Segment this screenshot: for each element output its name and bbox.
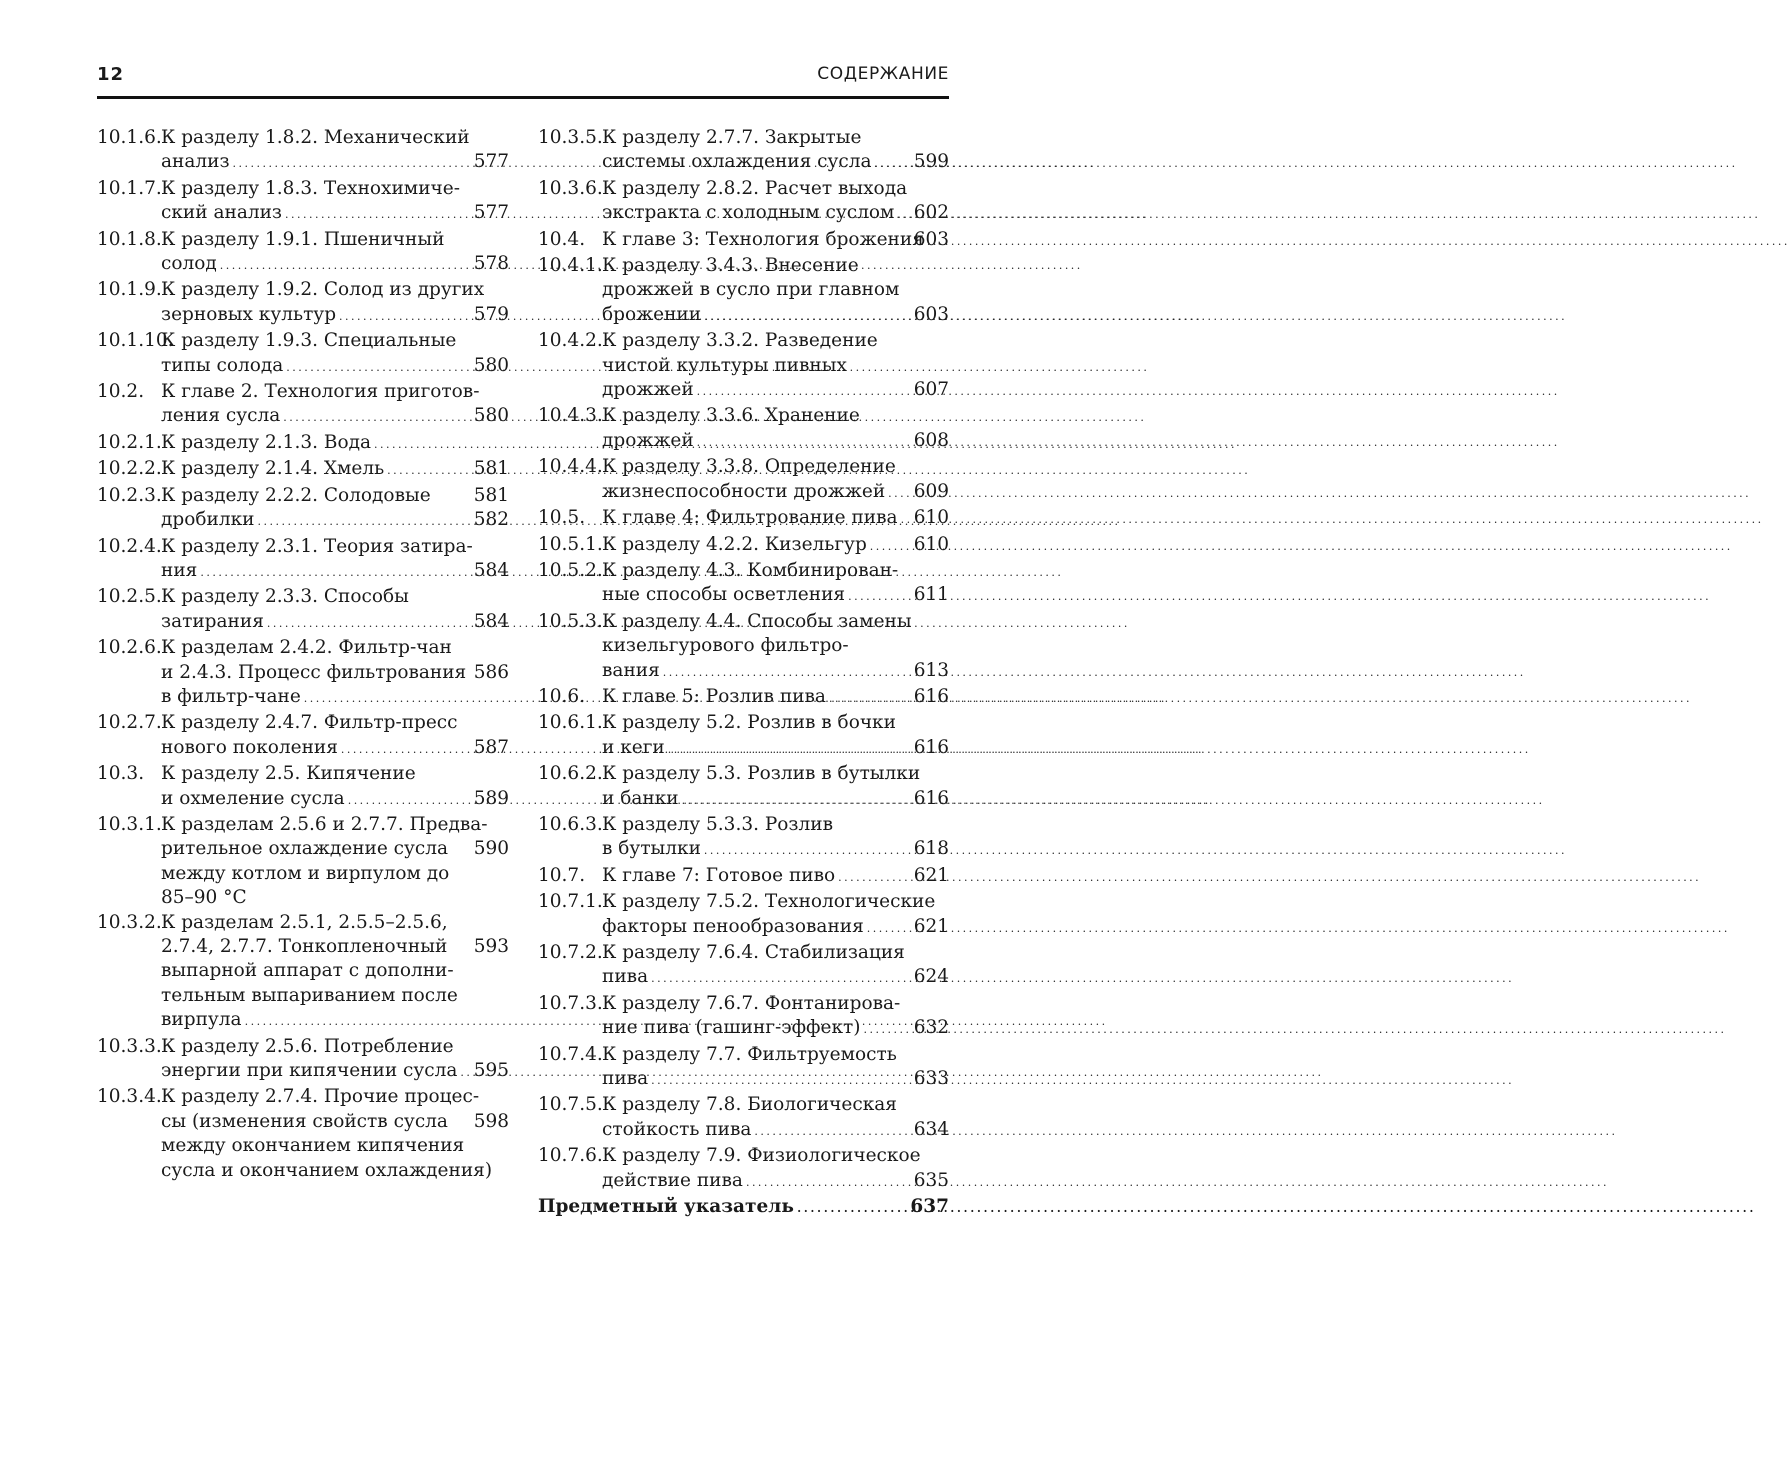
toc-entry-number: 10.7. bbox=[538, 864, 586, 886]
toc-entry-title-line: К разделам 2.4.2. Фильтр-чан bbox=[161, 637, 452, 659]
subject-index-page: 637 bbox=[910, 1196, 949, 1218]
toc-entry-title-line: К разделу 2.7.7. Закрытые bbox=[602, 127, 862, 148]
toc-entry-title-line: К разделу 4.3. Комбинирован- bbox=[602, 559, 899, 581]
toc-entry-number: 10.4.1. bbox=[538, 255, 603, 277]
toc-entry bbox=[538, 126, 949, 177]
toc-entry-title-line: К разделу 3.3.2. Разведение bbox=[602, 330, 878, 352]
toc-entry-number: 10.3.6. bbox=[538, 177, 603, 199]
toc-entry-title-line: К главе 3: Технология брожения . . . bbox=[602, 228, 893, 254]
toc-entry bbox=[538, 506, 949, 532]
toc-entry bbox=[97, 535, 509, 586]
toc-entry-title-line: выпарной аппарат с дополни- bbox=[161, 960, 454, 982]
toc-entry bbox=[538, 941, 949, 992]
toc-entry-page: 584 bbox=[473, 559, 509, 581]
toc-entry-title-line: стойкость пива . . . bbox=[602, 1118, 893, 1144]
toc-entry-title-line: ные способы осветления . . . bbox=[602, 583, 893, 609]
toc-entry-title-line: К разделу 5.2. Розлив в бочки bbox=[602, 712, 896, 734]
toc-entry-page: 587 bbox=[473, 736, 509, 758]
toc-entry-number: 10.6.1. bbox=[538, 712, 603, 734]
toc-entry-page: 603 bbox=[913, 303, 949, 325]
toc-entry-title-line: дрожжей в сусло при главном bbox=[602, 279, 900, 301]
toc-entry-number: 10.1.6. bbox=[97, 127, 162, 148]
toc-entry-title-line: К разделу 4.2.2. Кизельгур . . . bbox=[602, 533, 893, 559]
toc-entry-title-line: К главе 7: Готовое пиво . . . bbox=[602, 864, 893, 890]
toc-entry-page: 584 bbox=[473, 610, 509, 632]
toc-entry bbox=[97, 278, 509, 329]
toc-entry-number: 10.5. bbox=[538, 507, 586, 529]
page-number: 12 bbox=[97, 64, 125, 85]
toc-entry-page: 616 bbox=[913, 736, 949, 758]
toc-entry bbox=[97, 1035, 509, 1086]
toc-entry-title-line: К разделу 2.2.2. Солодовые bbox=[161, 484, 431, 506]
toc-entry bbox=[538, 762, 949, 813]
toc-entry-title-line: К разделу 2.1.4. Хмель . . . bbox=[161, 457, 453, 483]
toc-entry-title-line: К главе 2. Технология приготов- bbox=[161, 381, 480, 403]
toc-entry-title-line: сусла и окончанием охлаждения) bbox=[161, 1159, 493, 1181]
toc-entry bbox=[97, 329, 509, 380]
toc-entry-number: 10.3.5. bbox=[538, 127, 603, 148]
toc-entry-page: 609 bbox=[913, 480, 949, 502]
toc-entry-number: 10.1.7. bbox=[97, 177, 162, 199]
toc-entry-page: 589 bbox=[473, 787, 509, 809]
toc-entry-title-line: К разделу 1.9.3. Специальные bbox=[161, 330, 457, 352]
toc-entry-page: 578 bbox=[473, 253, 509, 275]
toc-entry-title-line: и охмеление сусла . . . bbox=[161, 787, 453, 813]
toc-entry-page: 621 bbox=[913, 864, 949, 886]
toc-entry bbox=[538, 533, 949, 559]
toc-entry-page: 634 bbox=[913, 1118, 949, 1140]
toc-entry-title-line: зерновых культур . . . bbox=[161, 303, 453, 329]
toc-entry-number: 10.6.2. bbox=[538, 763, 603, 785]
toc-entry-number: 10.3.4. bbox=[97, 1086, 162, 1108]
toc-entry-title-line: К разделу 7.6.7. Фонтанирова- bbox=[602, 992, 901, 1014]
toc-entry bbox=[538, 711, 949, 762]
toc-entry bbox=[538, 685, 949, 711]
toc-entry bbox=[538, 254, 949, 329]
toc-entry-title-line: К разделам 2.5.1, 2.5.5–2.5.6, bbox=[161, 911, 448, 933]
toc-entry-page: 616 bbox=[913, 787, 949, 809]
toc-entry-title-line: тельным выпариванием после bbox=[161, 984, 458, 1006]
toc-entry-page: 579 bbox=[473, 303, 509, 325]
toc-entry-title-line: ние пива (гашинг-эффект) . . . bbox=[602, 1016, 893, 1042]
toc-entry-number: 10.7.1. bbox=[538, 891, 603, 913]
toc-entry-page: 580 bbox=[473, 354, 509, 376]
toc-entry-page: 599 bbox=[913, 151, 949, 173]
toc-entry-title-line: и кеги . . . bbox=[602, 736, 893, 762]
toc-entry-number: 10.2.6. bbox=[97, 637, 162, 659]
toc-entry-title-line: К разделу 3.3.6. Хранение bbox=[602, 405, 860, 427]
toc-entry bbox=[97, 585, 509, 636]
toc-entry-number: 10.6.3. bbox=[538, 813, 603, 835]
toc-entry bbox=[97, 484, 509, 535]
toc-entry-title-line: К разделу 1.9.1. Пшеничный bbox=[161, 228, 445, 250]
toc-entry-page: 624 bbox=[913, 966, 949, 988]
toc-entry-title-line: затирания . . . bbox=[161, 610, 453, 636]
toc-entry-page: 610 bbox=[913, 507, 949, 529]
toc-entry-title-line: рительное охлаждение сусла bbox=[161, 838, 449, 860]
toc-entry-page: 586 bbox=[473, 661, 509, 683]
toc-entry-page: 603 bbox=[913, 228, 949, 250]
toc-entry bbox=[538, 992, 949, 1043]
toc-entry-page: 602 bbox=[913, 202, 949, 224]
toc-entry-title-line: К разделу 2.5. Кипячение bbox=[161, 763, 416, 785]
toc-entry-number: 10.3. bbox=[97, 763, 145, 785]
toc-entry bbox=[97, 457, 509, 483]
toc-entry-number: 10.5.2. bbox=[538, 559, 603, 581]
toc-entry bbox=[97, 813, 509, 911]
toc-entry-title-line: К главе 4: Фильтрование пива . . . bbox=[602, 506, 893, 532]
toc-right-column bbox=[538, 126, 949, 1221]
toc-entry bbox=[538, 610, 949, 685]
toc-entry-number: 10.3.3. bbox=[97, 1035, 162, 1057]
toc-entry-title-line: действие пива . . . bbox=[602, 1169, 893, 1195]
toc-entry-page: 581 bbox=[473, 458, 509, 480]
toc-entry-title-line: экстракта с холодным суслом . . . bbox=[602, 201, 893, 227]
toc-entry-title-line: К разделу 2.4.7. Фильтр-пресс bbox=[161, 712, 458, 734]
running-title: СОДЕРЖАНИЕ bbox=[817, 64, 949, 84]
toc-entry-number: 10.5.1. bbox=[538, 533, 603, 555]
toc-entry-title-line: и 2.4.3. Процесс фильтрования bbox=[161, 661, 467, 683]
toc-entry-title-line: дрожжей . . . bbox=[602, 378, 893, 404]
toc-entry-title-line: К разделу 2.5.6. Потребление bbox=[161, 1035, 454, 1057]
toc-entry-title-line: К разделу 1.8.2. Механический bbox=[161, 127, 470, 148]
toc-entry-page: 595 bbox=[473, 1060, 509, 1082]
toc-entry bbox=[97, 911, 509, 1035]
toc-entry-title-line: между окончанием кипячения bbox=[161, 1135, 465, 1157]
toc-entry-title-line: вирпула . . . bbox=[161, 1008, 453, 1034]
toc-entry bbox=[538, 890, 949, 941]
toc-entry-number: 10.2.2. bbox=[97, 458, 162, 480]
toc-entry-title-line: вания . . . bbox=[602, 659, 893, 685]
toc-entry-number: 10.4.4. bbox=[538, 456, 603, 478]
toc-entry-number: 10.4. bbox=[538, 228, 586, 250]
toc-entry-title-line: К разделу 1.8.3. Технохимиче- bbox=[161, 177, 460, 199]
toc-entry bbox=[538, 228, 949, 254]
toc-entry-page: 598 bbox=[473, 1110, 509, 1132]
toc-entry bbox=[97, 431, 509, 457]
toc-entry-number: 10.7.2. bbox=[538, 942, 603, 963]
toc-entry-number: 10.4.2. bbox=[538, 330, 603, 352]
toc-entry-page: 613 bbox=[913, 659, 949, 681]
toc-entry-title-line: К разделу 2.3.1. Теория затира- bbox=[161, 535, 473, 557]
toc-entry bbox=[97, 711, 509, 762]
toc-entry-title-line: К разделу 7.5.2. Технологические bbox=[602, 891, 936, 913]
toc-entry bbox=[538, 559, 949, 610]
toc-entry bbox=[538, 864, 949, 890]
toc-entry-title-line: К разделу 7.7. Фильтруемость bbox=[602, 1043, 897, 1065]
toc-entry-title-line: К разделам 2.5.6 и 2.7.7. Предва- bbox=[161, 813, 488, 835]
subject-index-entry bbox=[538, 1195, 949, 1221]
toc-entry-page: 616 bbox=[913, 685, 949, 707]
toc-entry-title-line: и банки . . . bbox=[602, 787, 893, 813]
toc-entry-page: 581 bbox=[473, 484, 509, 506]
toc-entry-number: 10.3.1. bbox=[97, 813, 162, 835]
toc-entry-number: 10.2.1. bbox=[97, 431, 162, 453]
toc-entry bbox=[97, 380, 509, 431]
toc-entry-title-line: К разделу 3.4.3. Внесение bbox=[602, 255, 859, 277]
toc-entry-page: 582 bbox=[473, 509, 509, 531]
toc-entry bbox=[97, 177, 509, 228]
toc-entry-number: 10.3.2. bbox=[97, 911, 162, 933]
toc-entry-number: 10.1.8. bbox=[97, 228, 162, 250]
toc-entry-number: 10.2.3. bbox=[97, 484, 162, 506]
toc-entry-number: 10.2.5. bbox=[97, 586, 162, 608]
toc-entry-title-line: в фильтр-чане . . . bbox=[161, 685, 453, 711]
toc-entry-number: 10.2.4. bbox=[97, 535, 162, 557]
toc-entry-page: 633 bbox=[913, 1068, 949, 1090]
toc-entry-title-line: К разделу 2.8.2. Расчет выхода bbox=[602, 177, 908, 199]
toc-entry-number: 10.1.10. bbox=[97, 330, 174, 352]
toc-entry-page: 577 bbox=[473, 202, 509, 224]
toc-entry-title-line: кизельгурового фильтро- bbox=[602, 635, 849, 657]
toc-entry-title-line: К разделу 4.4. Способы замены bbox=[602, 610, 912, 632]
toc-entry bbox=[538, 329, 949, 404]
toc-entry-title-line: К разделу 7.8. Биологическая bbox=[602, 1094, 897, 1116]
toc-entry-title-line: нового поколения . . . bbox=[161, 736, 453, 762]
toc-entry-title-line: К разделу 1.9.2. Солод из других bbox=[161, 279, 485, 301]
toc-entry-title-line: пива . . . bbox=[602, 965, 893, 991]
toc-left-column bbox=[97, 126, 509, 1183]
toc-entry-title-line: К разделу 2.3.3. Способы bbox=[161, 586, 409, 608]
toc-entry-title-line: К разделу 7.6.4. Стабилизация bbox=[602, 942, 905, 963]
toc-entry bbox=[538, 1144, 949, 1195]
toc-entry-title-line: анализ . . . bbox=[161, 150, 453, 176]
toc-entry-page: 632 bbox=[913, 1017, 949, 1039]
toc-entry bbox=[538, 177, 949, 228]
toc-entry-number: 10.2.7. bbox=[97, 712, 162, 734]
toc-entry-title-line: пива . . . bbox=[602, 1067, 893, 1093]
toc-entry-title-line: ления сусла . . . bbox=[161, 404, 453, 430]
toc-entry-title-line: брожении . . . bbox=[602, 303, 893, 329]
toc-entry bbox=[538, 455, 949, 506]
toc-entry bbox=[97, 126, 509, 177]
toc-entry-number: 10.7.5. bbox=[538, 1094, 603, 1116]
toc-entry bbox=[538, 1093, 949, 1144]
toc-entry-page: 580 bbox=[473, 405, 509, 427]
toc-entry-number: 10.4.3. bbox=[538, 405, 603, 427]
toc-entry-number: 10.7.6. bbox=[538, 1145, 603, 1167]
toc-entry-page: 608 bbox=[913, 429, 949, 451]
toc-entry-title-line: 85–90 °С bbox=[161, 887, 247, 909]
toc-entry bbox=[97, 228, 509, 279]
toc-entry-title-line: К главе 5: Розлив пива . . . bbox=[602, 685, 893, 711]
toc-entry-number: 10.7.4. bbox=[538, 1043, 603, 1065]
toc-entry-title-line: чистой культуры пивных bbox=[602, 354, 847, 376]
toc-entry-title-line: системы охлаждения сусла . . . bbox=[602, 150, 893, 176]
toc-entry-page: 635 bbox=[913, 1169, 949, 1191]
toc-entry-number: 10.5.3. bbox=[538, 610, 603, 632]
toc-entry-number: 10.2. bbox=[97, 381, 145, 403]
toc-entry bbox=[97, 636, 509, 711]
toc-entry-page: 607 bbox=[913, 379, 949, 401]
toc-entry-title-line: солод . . . bbox=[161, 252, 453, 278]
toc-entry bbox=[538, 1043, 949, 1094]
subject-index-label: Предметный указатель . . . bbox=[538, 1195, 893, 1221]
toc-entry-title-line: ский анализ . . . bbox=[161, 201, 453, 227]
toc-entry-title-line: между котлом и вирпулом до bbox=[161, 862, 450, 884]
toc-entry-title-line: факторы пенообразования . . . bbox=[602, 915, 893, 941]
toc-entry-title-line: К разделу 2.7.4. Прочие процес- bbox=[161, 1086, 480, 1108]
toc-entry-title-line: К разделу 2.1.3. Вода . . . bbox=[161, 431, 453, 457]
toc-entry-title-line: сы (изменения свойств сусла bbox=[161, 1110, 448, 1132]
toc-entry-title-line: в бутылки . . . bbox=[602, 837, 893, 863]
toc-entry-title-line: К разделу 5.3.3. Розлив bbox=[602, 813, 834, 835]
toc-entry-page: 611 bbox=[913, 584, 949, 606]
toc-entry bbox=[97, 762, 509, 813]
toc-entry-title-line: К разделу 5.3. Розлив в бутылки bbox=[602, 763, 921, 785]
toc-entry-title-line: К разделу 3.3.8. Определение bbox=[602, 456, 896, 478]
toc-entry-page: 621 bbox=[913, 915, 949, 937]
toc-entry-title-line: энергии при кипячении сусла . . . bbox=[161, 1059, 453, 1085]
toc-entry-page: 593 bbox=[473, 935, 509, 957]
toc-entry-title-line: дробилки . . . bbox=[161, 508, 453, 534]
toc-entry-page: 618 bbox=[913, 838, 949, 860]
toc-entry-number: 10.1.9. bbox=[97, 279, 162, 301]
toc-entry-number: 10.7.3. bbox=[538, 992, 603, 1014]
toc-entry-title-line: К разделу 7.9. Физиологическое bbox=[602, 1145, 921, 1167]
toc-entry-title-line: типы солода . . . bbox=[161, 354, 453, 380]
toc-entry-title-line: 2.7.4, 2.7.7. Тонкопленочный bbox=[161, 936, 448, 957]
toc-entry-page: 577 bbox=[473, 151, 509, 173]
toc-entry-title-line: жизнеспособности дрожжей . . . bbox=[602, 480, 893, 506]
page-header bbox=[97, 64, 949, 99]
toc-entry bbox=[97, 1085, 509, 1183]
toc-entry-number: 10.6. bbox=[538, 685, 586, 707]
toc-entry-page: 590 bbox=[473, 838, 509, 860]
toc-entry-title-line: ния . . . bbox=[161, 559, 453, 585]
toc-entry-page: 610 bbox=[913, 533, 949, 555]
toc-entry bbox=[538, 404, 949, 455]
toc-entry bbox=[538, 813, 949, 864]
toc-entry-title-line: дрожжей . . . bbox=[602, 429, 893, 455]
